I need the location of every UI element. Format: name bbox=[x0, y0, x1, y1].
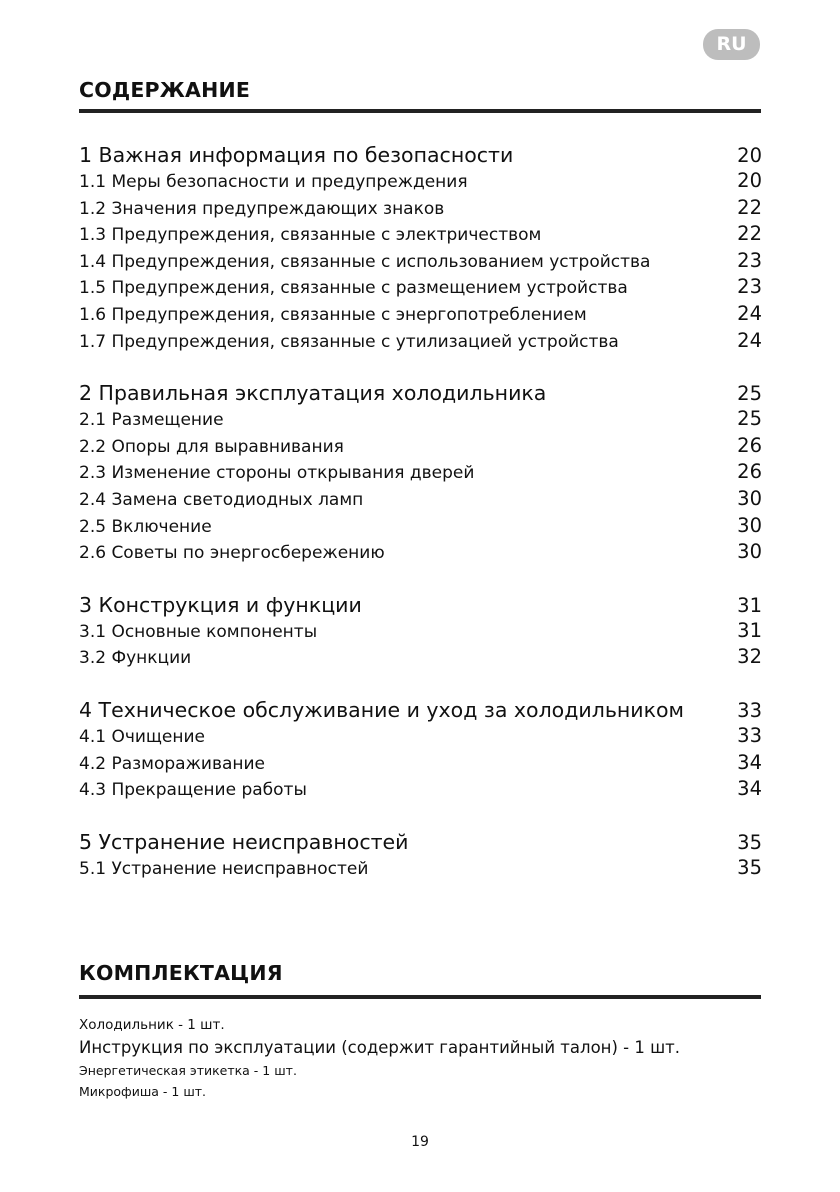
toc-section-entry[interactable] bbox=[79, 141, 762, 168]
toc-entry-page: 20 bbox=[737, 144, 762, 167]
toc-entry-page: 22 bbox=[737, 222, 762, 246]
page-number: 19 bbox=[411, 1134, 429, 1150]
kit-heading: КОМПЛЕКТАЦИЯ bbox=[79, 961, 283, 985]
toc-subsection-entry[interactable] bbox=[79, 328, 762, 355]
toc-entry-page: 23 bbox=[737, 248, 762, 272]
toc-entry-page: 33 bbox=[737, 723, 762, 747]
toc-section bbox=[79, 828, 762, 882]
toc-entry-title: 2.3 Изменение стороны открывания дверей bbox=[79, 463, 475, 484]
toc-subsection-entry[interactable] bbox=[79, 168, 762, 195]
toc-subsection-entry[interactable] bbox=[79, 855, 762, 882]
toc-entry-title: 2.5 Включение bbox=[79, 516, 212, 537]
toc-subsection-entry[interactable] bbox=[79, 776, 762, 803]
toc-subsection-entry[interactable] bbox=[79, 195, 762, 222]
toc-entry-page: 26 bbox=[737, 433, 762, 457]
toc-heading-rule bbox=[79, 109, 761, 113]
kit-item: Микрофиша - 1 шт. bbox=[79, 1084, 207, 1099]
toc-entry-title: 1.2 Значения предупреждающих знаков bbox=[79, 198, 445, 219]
toc-entry-title: 3.2 Функции bbox=[79, 648, 192, 669]
toc-entry-title: 2.1 Размещение bbox=[79, 410, 224, 431]
toc-entry-title: 4.2 Размораживание bbox=[79, 753, 266, 774]
toc-subsection-entry[interactable] bbox=[79, 486, 762, 513]
toc-subsection-entry[interactable] bbox=[79, 433, 762, 460]
toc-entry-page: 31 bbox=[737, 593, 762, 617]
toc-entry-page: 22 bbox=[737, 195, 762, 219]
toc-entry-page: 35 bbox=[737, 855, 762, 879]
toc-entry-page: 32 bbox=[737, 645, 762, 669]
kit-heading-rule bbox=[79, 995, 761, 999]
language-badge: RU bbox=[703, 29, 760, 60]
toc-subsection-entry[interactable] bbox=[79, 459, 762, 486]
toc-entry-page: 26 bbox=[737, 460, 762, 484]
toc-entry-title: 1 Важная информация по безопасности bbox=[79, 143, 514, 167]
toc-heading: СОДЕРЖАНИЕ bbox=[79, 78, 251, 102]
toc-entry-title: 2.4 Замена светодиодных ламп bbox=[79, 489, 364, 510]
toc-entry-title: 2 Правильная эксплуатация холодильника bbox=[79, 381, 547, 406]
toc-entry-title: 4.3 Прекращение работы bbox=[79, 780, 307, 801]
toc-entry-title: 1.7 Предупреждения, связанные с утилизацией устройства bbox=[79, 331, 619, 352]
toc-entry-title: 4 Техническое обслуживание и уход за холодильником bbox=[79, 697, 685, 722]
toc-entry-page: 33 bbox=[737, 698, 762, 722]
toc-section bbox=[79, 379, 762, 566]
toc-entry-title: 1.1 Меры безопасности и предупреждения bbox=[79, 172, 468, 192]
toc-entry-title: 5.1 Устранение неисправностей bbox=[79, 858, 369, 879]
toc-entry-page: 30 bbox=[737, 513, 762, 537]
toc-entry-title: 1.3 Предупреждения, связанные с электричеством bbox=[79, 225, 542, 246]
toc-entry-page: 34 bbox=[737, 750, 762, 774]
toc-section bbox=[79, 591, 762, 671]
toc-subsection-entry[interactable] bbox=[79, 513, 762, 540]
toc-entry-title: 2.6 Советы по энергосбережению bbox=[79, 543, 385, 564]
toc-section bbox=[79, 696, 762, 803]
kit-item: Энергетическая этикетка - 1 шт. bbox=[79, 1063, 297, 1078]
toc-entry-title: 3 Конструкция и функции bbox=[79, 592, 362, 617]
toc-entry-page: 35 bbox=[737, 830, 762, 854]
kit-item: Инструкция по эксплуатации (содержит гарантийный талон) - 1 шт. bbox=[79, 1038, 681, 1057]
toc-entry-title: 4.1 Очищение bbox=[79, 726, 206, 747]
toc-subsection-entry[interactable] bbox=[79, 248, 762, 275]
toc-entry-title: 1.6 Предупреждения, связанные с энергопотреблением bbox=[79, 304, 587, 325]
toc-entry-title: 1.5 Предупреждения, связанные с размещением устройства bbox=[79, 278, 628, 299]
toc-section-entry[interactable] bbox=[79, 591, 762, 618]
toc-entry-title: 2.2 Опоры для выравнивания bbox=[79, 436, 344, 457]
toc-entry-page: 24 bbox=[737, 301, 762, 325]
toc-entry-page: 25 bbox=[737, 407, 762, 431]
toc-subsection-entry[interactable] bbox=[79, 750, 762, 777]
toc-section-entry[interactable] bbox=[79, 696, 762, 723]
toc-entry-title: 3.1 Основные компоненты bbox=[79, 621, 318, 642]
toc-subsection-entry[interactable] bbox=[79, 301, 762, 328]
toc-entry-page: 25 bbox=[737, 382, 762, 406]
toc-subsection-entry[interactable] bbox=[79, 539, 762, 566]
toc-entry-page: 23 bbox=[737, 275, 762, 299]
toc-subsection-entry[interactable] bbox=[79, 406, 762, 433]
toc-subsection-entry[interactable] bbox=[79, 618, 762, 645]
toc-entry-page: 30 bbox=[737, 486, 762, 510]
toc-entry-title: 1.4 Предупреждения, связанные с использованием устройства bbox=[79, 251, 651, 272]
toc-entry-title: 5 Устранение неисправностей bbox=[79, 829, 409, 854]
kit-list bbox=[79, 1014, 680, 1102]
toc-subsection-entry[interactable] bbox=[79, 723, 762, 750]
toc-section-entry[interactable] bbox=[79, 828, 762, 855]
toc-entry-page: 34 bbox=[737, 777, 762, 801]
toc-subsection-entry[interactable] bbox=[79, 274, 762, 301]
toc-entry-page: 24 bbox=[737, 328, 762, 352]
toc-entry-page: 20 bbox=[737, 169, 762, 192]
toc-subsection-entry[interactable] bbox=[79, 221, 762, 248]
toc-section-entry[interactable] bbox=[79, 379, 762, 406]
toc-section bbox=[79, 141, 762, 354]
toc-subsection-entry[interactable] bbox=[79, 644, 762, 671]
kit-item: Холодильник - 1 шт. bbox=[79, 1017, 225, 1033]
table-of-contents bbox=[79, 141, 762, 906]
toc-entry-page: 30 bbox=[737, 540, 762, 564]
toc-entry-page: 31 bbox=[737, 618, 762, 642]
